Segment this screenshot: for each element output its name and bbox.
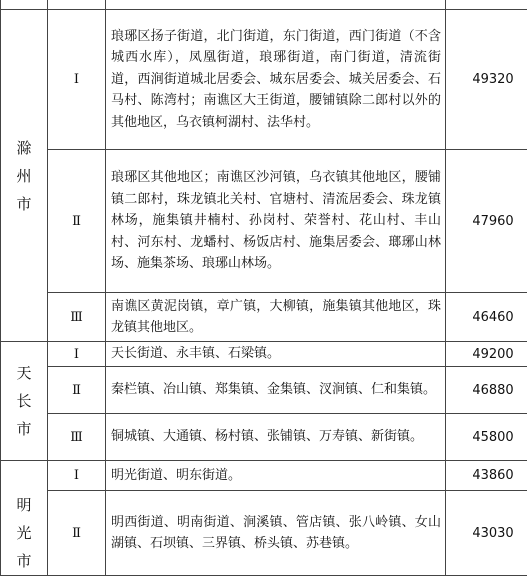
city-name-char: 市 [1, 415, 47, 443]
city-name-char: 州 [1, 162, 47, 190]
city-name-char: 天 [1, 359, 47, 387]
amount-cell: 49320 [446, 10, 527, 150]
area-cell [106, 0, 446, 10]
table-row [1, 461, 527, 491]
grade-cell: Ⅲ [48, 414, 106, 461]
table-row [1, 367, 527, 414]
grade-cell: Ⅰ [48, 10, 106, 150]
table-row [1, 150, 527, 293]
city-name-char: 市 [1, 547, 47, 575]
grade-cell [48, 0, 106, 10]
grade-cell: Ⅰ [48, 461, 106, 491]
area-cell: 天长街道、永丰镇、石梁镇。 [106, 342, 446, 367]
area-cell: 明光街道、明东街道。 [106, 461, 446, 491]
amount-cell: 46460 [446, 293, 527, 342]
area-cell: 琅琊区其他地区；南谯区沙河镇，乌衣镇其他地区，腰铺镇二郎村，珠龙镇北关村、官塘村、清流居委会、珠龙镇林场，施集镇井楠村、孙岗村、荣誉村、花山村、丰山村、河东村、龙蟠村、杨饭店村、施集居委会、瑯琊山林场、施集茶场、琅琊山林场。 [106, 150, 446, 293]
area-cell: 南谯区黄泥岗镇，章广镇，大柳镇，施集镇其他地区，珠龙镇其他地区。 [106, 293, 446, 342]
table-row [1, 342, 527, 367]
city-name-char: 市 [1, 190, 47, 218]
amount-cell: 47960 [446, 150, 527, 293]
grade-cell: Ⅱ [48, 491, 106, 576]
city-name-char: 长 [1, 387, 47, 415]
city-name-char: 明 [1, 491, 47, 519]
table-row [1, 491, 527, 576]
city-cell-tianchang [1, 342, 48, 461]
area-cell: 明西街道、明南街道、涧溪镇、管店镇、张八岭镇、女山湖镇、石坝镇、三界镇、桥头镇、苏巷镇。 [106, 491, 446, 576]
table-row [1, 293, 527, 342]
city-cell-chuzhou [1, 10, 48, 342]
grade-cell: Ⅱ [48, 150, 106, 293]
area-cell: 琅琊区扬子街道，北门街道，东门街道，西门街道（不含城西水库），凤凰街道，琅琊街道，南门街道，清流街道，西涧街道城北居委会、城东居委会、城关居委会、石马村、陈湾村；南谯区大王街道，腰铺镇除二郎村以外的其他地区，乌衣镇柯湖村、法华村。 [106, 10, 446, 150]
table-row [1, 10, 527, 150]
grade-cell: Ⅱ [48, 367, 106, 414]
city-name-char: 滁 [1, 134, 47, 162]
grade-cell: Ⅰ [48, 342, 106, 367]
amount-cell: 45800 [446, 414, 527, 461]
amount-cell [446, 0, 527, 10]
grade-cell: Ⅲ [48, 293, 106, 342]
table-row [1, 414, 527, 461]
city-name-char: 光 [1, 519, 47, 547]
amount-cell: 49200 [446, 342, 527, 367]
amount-cell: 43860 [446, 461, 527, 491]
city-cell-mingguang [1, 461, 48, 576]
table-row [1, 0, 527, 10]
amount-cell: 43030 [446, 491, 527, 576]
area-cell: 铜城镇、大通镇、杨村镇、张铺镇、万寿镇、新街镇。 [106, 414, 446, 461]
amount-cell: 46880 [446, 367, 527, 414]
city-cell [1, 0, 48, 10]
area-cell: 秦栏镇、冶山镇、郑集镇、金集镇、汊涧镇、仁和集镇。 [106, 367, 446, 414]
